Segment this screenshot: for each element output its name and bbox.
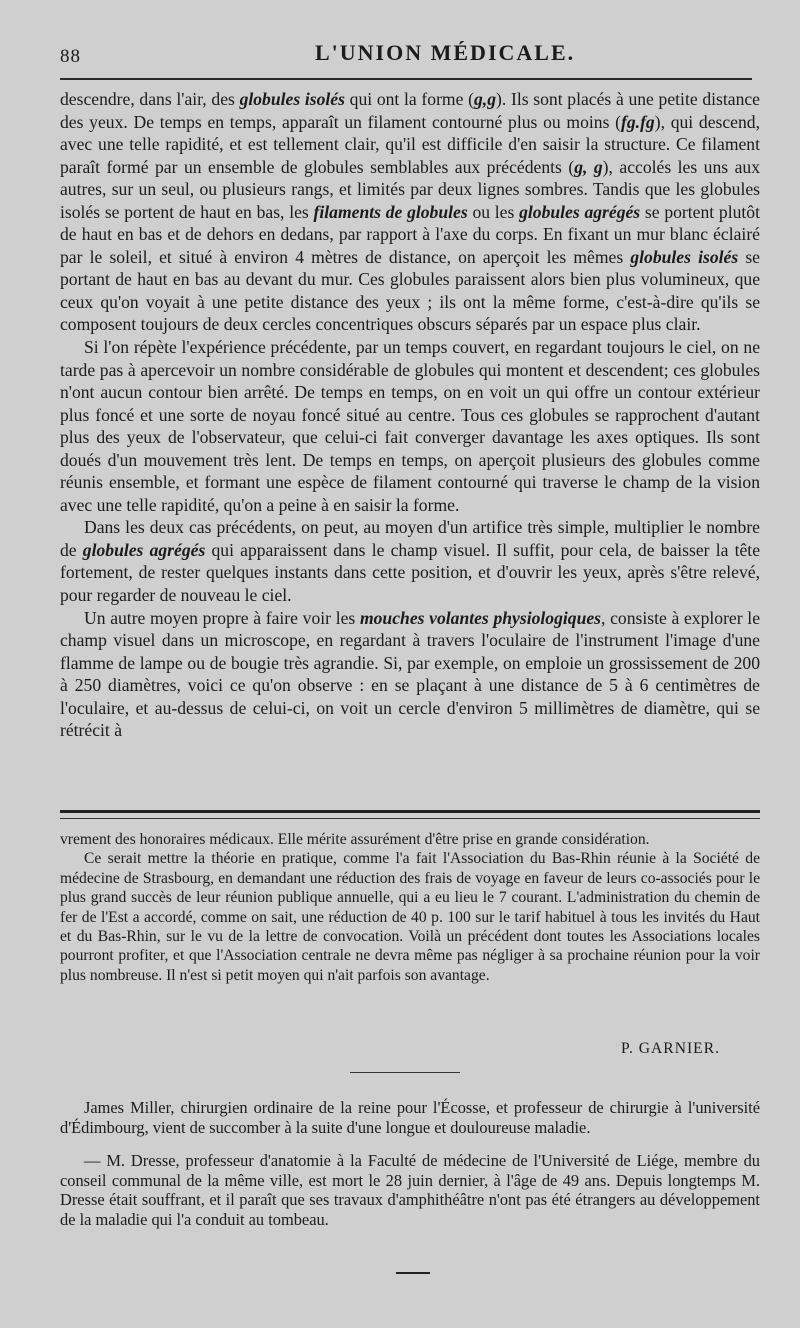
text-run: ), qui descend, avec une telle rapidité, et est tellement clair, qu'il est difficile d'en saisir la structure. Ce filament paraît formé par un ensemble de globules semblables aux précédents (	[60, 111, 760, 177]
text-run: se portant de haut en bas au devant du mur. Ces globules paraissent alors bien plus volumineux, que ceux qu'on voyait à une petite distance des yeux ; ils ont la même forme, c'est-à-dire qu'ils se composent toujours de deux cercles concentriques obscurs séparés par un espace plus clair.	[60, 246, 760, 335]
obituaries-section	[60, 1098, 760, 1243]
end-rule	[396, 1272, 430, 1274]
emphasis-text: g, g	[574, 156, 603, 177]
emphasis-text: fg.fg	[621, 111, 655, 132]
header-rule	[60, 78, 752, 80]
section-separator	[60, 810, 760, 819]
divider-rule	[350, 1072, 460, 1073]
obituary-dresse: — M. Dresse, professeur d'anatomie à la Faculté de médecine de l'Université de Liége, membre du conseil communal de la même ville, est mort le 28 juin dernier, à l'âge de 49 ans. Depuis longtemps M. Dresse était souffrant, et il paraît que ses travaux d'amphithéâtre n'ont pas été étrangers au développement de la maladie qui l'a conduit au tombeau.	[60, 1151, 760, 1229]
obituary-miller: James Miller, chirurgien ordinaire de la reine pour l'Écosse, et professeur de chirurgie à l'université d'Édimbourg, vient de succomber à la suite d'une longue et douloureuse maladie.	[60, 1098, 760, 1137]
page-header	[60, 40, 750, 72]
emphasis-text: globules agrégés	[82, 539, 206, 560]
emphasis-text: globules isolés	[239, 89, 345, 109]
emphasis-text: mouches volantes physiologiques	[359, 607, 602, 628]
paragraph-3	[60, 516, 760, 606]
page-number: 88	[60, 46, 81, 67]
text-run: ), accolés les uns aux autres, sur un seul, ou plusieurs rangs, et limités par deux lignes sombres. Tandis que les globules isolés se portent de haut en bas, les	[60, 156, 760, 222]
text-run: descendre, dans l'air, des	[60, 89, 240, 109]
text-run: qui ont la forme (	[344, 89, 474, 109]
text-run: ou les	[467, 201, 520, 222]
paragraph-4	[60, 607, 760, 742]
text-run: , consiste à explorer le champ visuel dans un microscope, en regardant à travers l'oculaire de l'instrument l'image d'une flamme de lampe ou de bougie très agrandie. Si, par exemple, on emploie un grossissement de 200 à 250 diamètres, voici ce qu'on observe : en se plaçant à une distance de 5 à 6 centimètres de l'oculaire, et au-dessus de celui-ci, on voit un cercle d'environ 5 millimètres de diamètre, qui se rétrécit à	[60, 607, 760, 741]
emphasis-text: globules agrégés	[519, 201, 641, 222]
text-run: se portent plutôt de haut en bas et de dehors en dedans, par rapport à l'axe du corps. En fixant un mur blanc éclairé par le soleil, et situé à environ 4 mètres de distance, on aperçoit les mêmes	[60, 201, 760, 267]
text-run: Dans les deux cas précédents, on peut, au moyen d'un artifice très simple, multiplier le nombre de	[60, 517, 760, 560]
text-run: Un autre moyen propre à faire voir les	[84, 607, 360, 628]
text-run: qui apparaissent dans le champ visuel. Il suffit, pour cela, de baisser la tête fortement, de rester quelques instants dans cette position, et d'ouvrir les yeux, après s'être relevé, pour regarder de nouveau le ciel.	[60, 539, 760, 606]
main-article-text	[60, 88, 760, 742]
note-paragraph-1: vrement des honoraires médicaux. Elle mérite assurément d'être prise en grande considération.	[60, 831, 650, 848]
emphasis-text: filaments de globules	[313, 201, 468, 222]
note-paragraph-2: Ce serait mettre la théorie en pratique, comme l'a fait l'Association du Bas-Rhin réunie à la Société de médecine de Strasbourg, en demandant une réduction des frais de voyage en faveur de leurs co-associés pour le plus grand succès de leur réunion publique annuelle, qui a eu lieu le 7 courant. L'administration du chemin de fer de l'Est a accordé, comme on sait, une réduction de 40 p. 100 sur le tarif habituel à tous les invités du Haut et du Bas-Rhin, sur le vu de la lettre de convocation. Voilà un précédent dont toutes les Associations locales pourront profiter, et que l'Association centrale ne devra même pas négliger à sa prochaine réunion pour la voir plus nombreuse. Il n'est si petit moyen qui n'ait parfois son avantage.	[60, 850, 760, 984]
author-signature: P. GARNIER.	[621, 1040, 720, 1057]
text-run: ). Ils sont placés à une petite distance des yeux. De temps en temps, apparaît un filament contourné plus ou moins (	[60, 89, 760, 132]
running-title: L'UNION MÉDICALE.	[315, 40, 576, 65]
continued-article-text	[60, 830, 760, 985]
emphasis-text: globules isolés	[630, 246, 739, 267]
paragraph-2: Si l'on répète l'expérience précédente, par un temps couvert, en regardant toujours le ciel, on ne tarde pas à apercevoir un nombre considérable de globules qui montent et descendent; ces globules n'ont aucun contour bien arrêté. De temps en temps, on en voit un qui offre un contour extérieur plus foncé et une sorte de noyau foncé situé au centre. Tous ces globules se rapprochent d'autant plus des yeux de l'observateur, que celui-ci fait converger davantage les axes optiques. Ils sont doués d'un mouvement très lent. De temps en temps, on aperçoit plusieurs des globules comme réunis ensemble, et formant une espèce de filament contourné qui traverse le champ de la vision avec une telle rapidité, qu'on a peine à en saisir la forme.	[60, 337, 760, 515]
paragraph-1	[60, 88, 760, 336]
emphasis-text: g,g	[474, 89, 496, 109]
